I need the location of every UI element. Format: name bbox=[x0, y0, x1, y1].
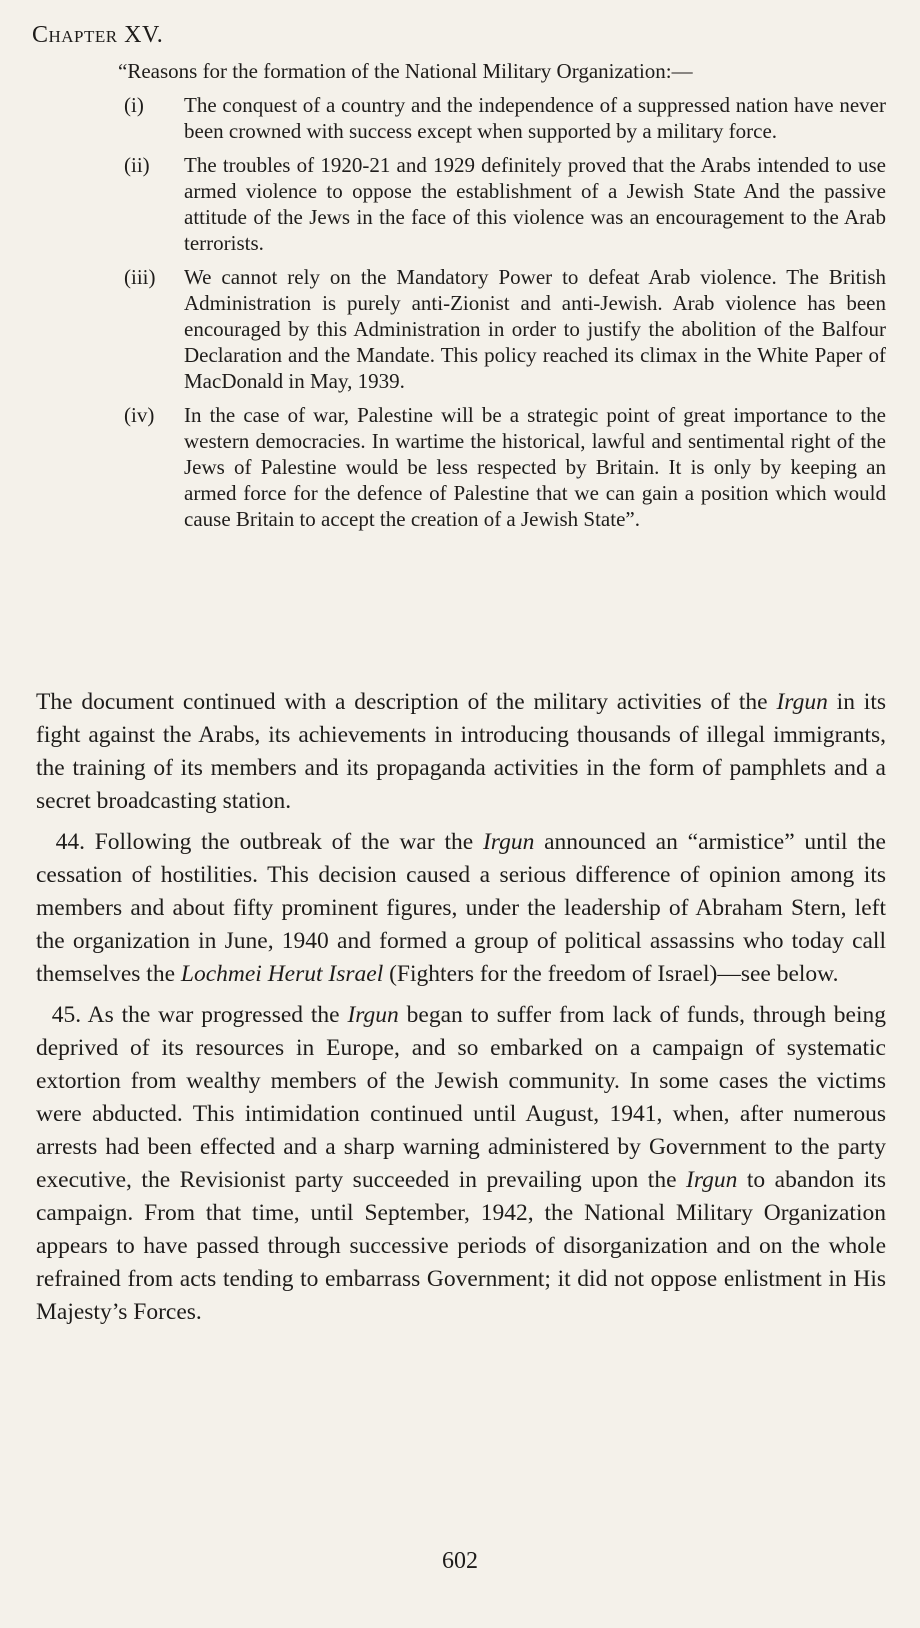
quoted-reasons bbox=[36, 58, 886, 532]
text-run: As the war progressed the bbox=[81, 1002, 348, 1028]
text-run: (Fighters for the freedom of Israel)—see below. bbox=[383, 961, 839, 987]
reason-item bbox=[124, 402, 886, 532]
reason-item bbox=[124, 264, 886, 394]
paragraph-44 bbox=[36, 826, 886, 991]
reason-item bbox=[124, 92, 886, 144]
text-run: The document continued with a description of the military activities of the bbox=[36, 689, 777, 715]
text-run: to abandon its campaign. From that time, until September, 1942, the National Military Organization appears to have passed through successive periods of disorganization and on the whole refrained from acts tending to embarrass Government; it did not oppose enlistment in His Majesty’s Forces. bbox=[36, 1167, 886, 1325]
chapter-heading-text: Chapter XV. bbox=[32, 22, 164, 48]
reason-number: (ii) bbox=[124, 153, 150, 177]
paragraph-45 bbox=[36, 999, 886, 1329]
paragraph-number: 45. bbox=[51, 1002, 82, 1028]
reason-text: In the case of war, Palestine will be a strategic point of great importance to the western democracies. In wartime the historical, lawful and sentimental right of the Jews of Palestine would be less respected by Britain. It is only by keeping an armed force for the defence of Palestine that we can gain a position which would cause Britain to accept the creation of a Jewish State”. bbox=[184, 403, 886, 531]
reason-text: The conquest of a country and the independence of a suppressed nation have never been crowned with success except when supported by a military force. bbox=[184, 93, 886, 143]
reason-text: The troubles of 1920-21 and 1929 definitely proved that the Arabs intended to use armed violence to oppose the establishment of a Jewish State And the passive attitude of the Jews in the face of this violence was an encouragement to the Arab terrorists. bbox=[184, 153, 886, 255]
reason-text: We cannot rely on the Mandatory Power to defeat Arab violence. The British Administration is purely anti-Zionist and anti-Jewish. Arab violence has been encouraged by this Administration in order to justify the abolition of the Balfour Declaration and the Mandate. This policy reached its climax in the White Paper of MacDonald in May, 1939. bbox=[184, 265, 886, 393]
text-run: announced an “armistice” until the cessation of hostilities. This decision caused a serious difference of opinion among its members and about fifty prominent figures, under the leadership of Abraham Stern, left the organization in June, 1940 and formed a group of political assassins who today call themselves the bbox=[36, 829, 886, 987]
italic-term: Irgun bbox=[482, 829, 535, 855]
reason-item bbox=[124, 152, 886, 256]
reason-number: (iii) bbox=[124, 265, 156, 289]
italic-term: Irgun bbox=[776, 689, 828, 715]
paragraph-document-continued bbox=[36, 686, 886, 818]
italic-term: Irgun bbox=[347, 1002, 399, 1028]
text-run: began to suffer from lack of funds, through being deprived of its resources in Europe, and so embarked on a campaign of systematic extortion from wealthy members of the Jewish community. In some cases the victims were abducted. This intimidation continued until August, 1941, when, after numerous arrests had been effected and a sharp warning administered by Government to the party executive, the Revisionist party succeeded in prevailing upon the bbox=[36, 1002, 886, 1193]
page-number: 602 bbox=[442, 1548, 478, 1574]
quote-intro: “Reasons for the formation of the National Military Organization:— bbox=[118, 59, 693, 83]
body-text bbox=[36, 686, 886, 1337]
paragraph-number: 44. bbox=[55, 829, 85, 855]
reason-number: (i) bbox=[124, 93, 144, 117]
text-run: Following the outbreak of the war the bbox=[84, 829, 483, 855]
chapter-heading bbox=[32, 22, 163, 49]
text-run: in its fight against the Arabs, its achievements in introducing thousands of illegal immigrants, the training of its members and its propaganda activities in the form of pamphlets and a secret broadcasting station. bbox=[36, 689, 887, 814]
reason-number: (iv) bbox=[124, 403, 155, 427]
italic-term: Irgun bbox=[686, 1167, 738, 1193]
italic-term: Lochmei Herut Israel bbox=[180, 961, 384, 987]
